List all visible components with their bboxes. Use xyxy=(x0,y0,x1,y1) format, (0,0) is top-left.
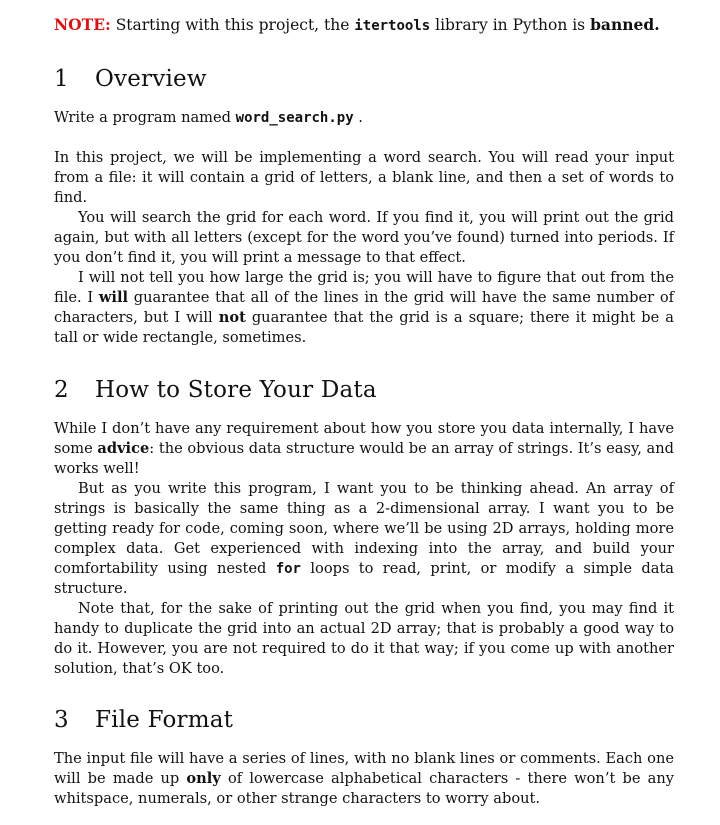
section-store-data xyxy=(54,375,674,679)
note-code: itertools xyxy=(354,18,431,34)
for-keyword-code: for xyxy=(275,561,301,577)
emphasis: will xyxy=(98,289,129,306)
section-heading xyxy=(54,705,674,735)
section-body xyxy=(54,419,674,679)
paragraph-text: Write a program named xyxy=(54,109,231,126)
paragraph xyxy=(54,108,674,128)
note-banner xyxy=(54,14,674,37)
emphasis: only xyxy=(186,770,221,787)
paragraph-text: of lowercase alphabetical characters - there won’t be any whitspace, numerals, or other strange characters to worry about. xyxy=(54,770,674,807)
note-text-mid: library in Python is xyxy=(435,16,586,34)
paragraph-text: While I don’t have any requirement about how you store you data internally, I have some xyxy=(54,420,674,457)
section-number: 1 xyxy=(54,66,69,92)
paragraph: You will search the grid for each word. If you find it, you will print out the grid again, but with all letters (except for the word you’ve found) turned into periods. If you don’t find it, you will print a message to that effect. xyxy=(54,209,674,266)
filename-code: word_search.py xyxy=(235,110,354,126)
section-title: How to Store Your Data xyxy=(95,377,377,403)
paragraph-text: I will not tell you how large the grid is; you will have to figure that out from the file. I xyxy=(54,269,674,306)
emphasis: not xyxy=(218,309,246,326)
paragraph xyxy=(54,419,674,479)
section-body xyxy=(54,749,674,809)
paragraph-text: guarantee that all of the lines in the grid will have the same number of characters, but I will xyxy=(54,289,675,326)
paragraph xyxy=(54,268,674,348)
note-emphasis: banned. xyxy=(590,15,660,34)
note-label: NOTE: xyxy=(54,15,111,34)
note-text: Starting with this project, the xyxy=(115,16,350,34)
emphasis: advice xyxy=(97,440,150,457)
paragraph xyxy=(54,479,674,599)
section-heading xyxy=(54,64,674,94)
paragraph-text: guarantee that the grid is a square; there it might be a tall or wide rectangle, sometimes. xyxy=(54,309,675,346)
paragraph: Note that, for the sake of printing out the grid when you find, you may find it handy to duplicate the grid into an actual 2D array; that is probably a good way to do it. However, you are not required to do it that way; if you come up with another solution, that’s OK too. xyxy=(54,600,674,677)
section-body xyxy=(54,108,674,348)
section-number: 2 xyxy=(54,377,69,403)
section-overview xyxy=(54,64,674,348)
paragraph-text: loops to read, print, or modify a simple data structure. xyxy=(54,560,675,597)
section-file-format xyxy=(54,705,674,809)
paragraph-text: But as you write this program, I want you to be thinking ahead. An array of strings is basically the same thing as a 2-dimensional array. I want you to be getting ready for code, coming soon, where we’ll be using 2D arrays, holding more complex data. Get experienced with indexing into the array, and build your comfortability using nested xyxy=(54,480,674,577)
paragraph xyxy=(54,749,674,809)
section-title: Overview xyxy=(95,66,207,92)
paragraph-text: : the obvious data structure would be an array of strings. It’s easy, and works well! xyxy=(54,440,674,477)
paragraph: In this project, we will be implementing a word search. You will read your input from a file: it will contain a grid of letters, a blank line, and then a set of words to find. xyxy=(54,149,674,206)
section-number: 3 xyxy=(54,707,69,733)
spacer xyxy=(54,128,674,148)
paragraph-text: The input file will have a series of lines, with no blank lines or comments. Each one will be made up xyxy=(54,750,674,787)
section-heading xyxy=(54,375,674,405)
paragraph-text: . xyxy=(358,109,363,126)
section-title: File Format xyxy=(95,707,234,733)
